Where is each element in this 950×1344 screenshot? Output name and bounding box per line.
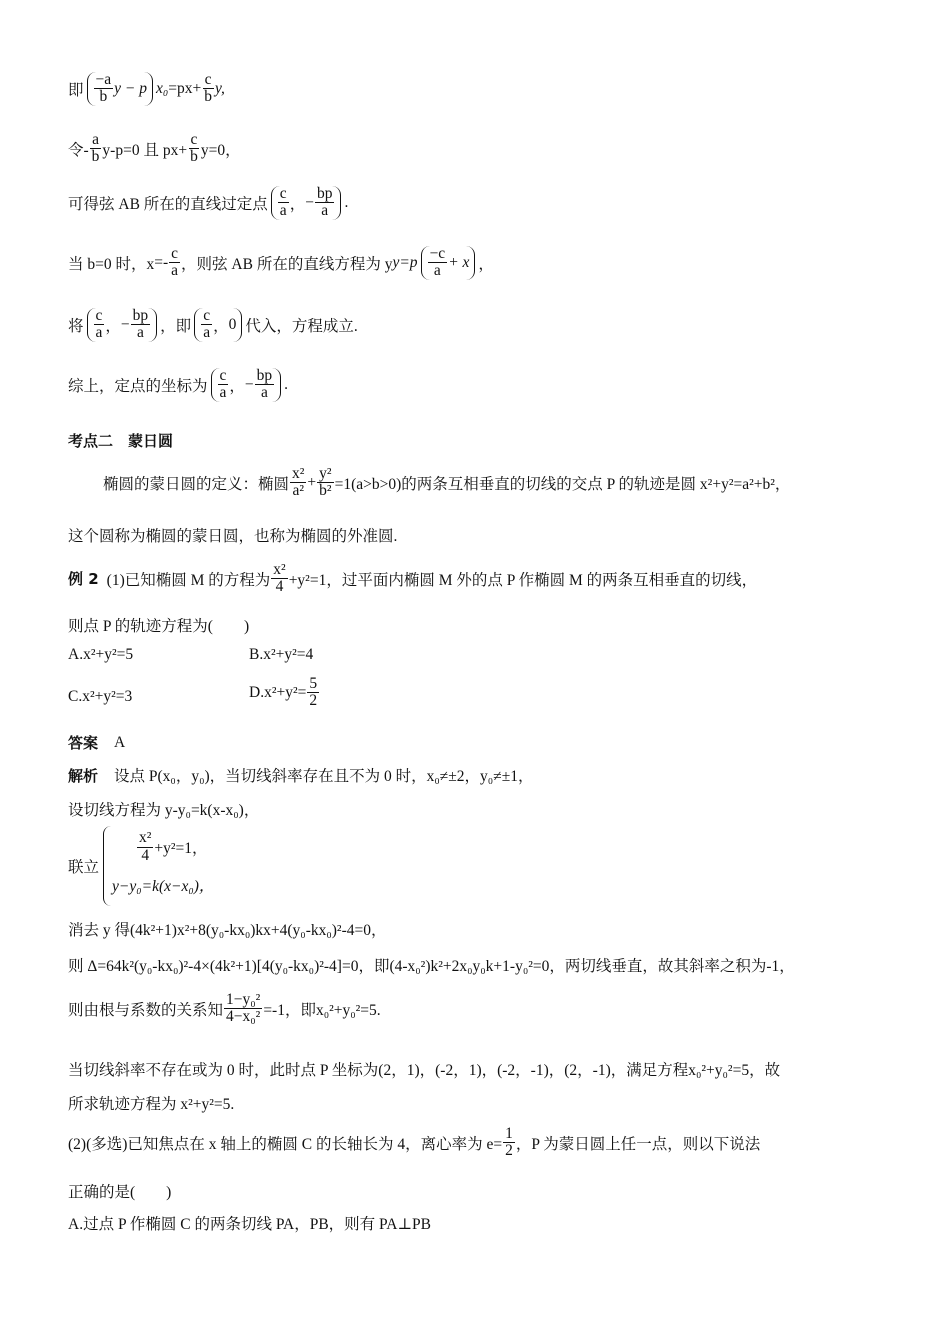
frac-num: y² — [319, 465, 332, 482]
fraction — [307, 676, 319, 710]
fraction — [255, 368, 275, 402]
fraction — [169, 246, 180, 280]
eq-line-5 — [68, 308, 358, 342]
frac-den: a — [203, 324, 211, 342]
fraction — [90, 132, 102, 166]
equation-system — [68, 826, 214, 906]
nonexist-line-2: 所求轨迹方程为 x²+y²=5. — [68, 1096, 235, 1113]
fraction — [428, 246, 448, 280]
question-2-option-a: A.过点 P 作椭圆 C 的两条切线 PA，PB，则有 PA⊥PB — [68, 1216, 431, 1233]
text: D.x²+y²= — [249, 683, 307, 701]
frac-num: a — [92, 131, 99, 148]
text: − — [244, 375, 254, 393]
eq-line-2 — [68, 132, 241, 166]
question-2-line-2: 正确的是( ) — [68, 1184, 172, 1201]
frac-den: a — [171, 262, 179, 280]
fraction — [188, 132, 200, 166]
example-line-1 — [68, 562, 757, 596]
text: =-1，即x₀²+y₀²=5. — [263, 1001, 381, 1019]
frac-num: x² — [139, 829, 152, 847]
text: y − p — [114, 79, 147, 97]
text: ， — [105, 317, 121, 335]
frac-den: a — [95, 324, 103, 342]
frac-num: c — [190, 131, 198, 148]
fraction — [278, 186, 289, 220]
system-eq-2 — [112, 866, 214, 904]
text: =- — [154, 253, 169, 271]
example-label: 例 2 — [68, 570, 99, 589]
answer-label: 答案 — [68, 734, 99, 752]
eliminate-line: 消去 y 得(4k²+1)x²+8(y₀-kx₀)kx+4(y₀-kx₀)²-4=0， — [68, 922, 387, 939]
text: y-p=0 且 px+ — [102, 141, 188, 159]
eq-line-1 — [68, 72, 225, 106]
text: . — [344, 193, 349, 211]
text: =px+ — [168, 79, 202, 97]
option-a: A.x²+y²=5 — [68, 646, 134, 663]
frac-num: 1−y₀² — [226, 991, 261, 1008]
answer-line — [68, 732, 125, 753]
frac-den: 4 — [275, 578, 284, 596]
text: ，P 为蒙日圆上任一点，则以下说法 — [515, 1135, 761, 1153]
analysis-line-2: 设切线方程为 y-y₀=k(x-x₀)， — [68, 802, 260, 819]
frac-den: 4−x₀² — [226, 1008, 261, 1026]
nonexist-line-1: 当切线斜率不存在或为 0 时，此时点 P 坐标为(2，1)，(-2，1)，(-2，-1)，(2，-1)，满足方程x₀²+y₀²=5，故 — [68, 1062, 781, 1079]
frac-num: c — [219, 367, 227, 384]
frac-num: c — [203, 307, 211, 324]
frac-den: b² — [319, 482, 332, 500]
fraction — [271, 562, 287, 596]
frac-num: 5 — [309, 675, 318, 692]
frac-den: a — [260, 384, 268, 402]
frac-num: −c — [429, 245, 446, 262]
frac-den: 2 — [309, 692, 318, 710]
eq-line-4 — [68, 246, 494, 280]
frac-den: b — [91, 148, 100, 166]
text: 则由根与系数的关系知 — [68, 1001, 224, 1019]
fraction — [315, 186, 335, 220]
frac-den: b — [204, 88, 212, 106]
section-title: 考点二 蒙日圆 — [68, 432, 174, 450]
frac-den: a² — [292, 482, 304, 500]
frac-num: bp — [132, 307, 149, 324]
frac-den: a — [321, 202, 329, 220]
frac-num: c — [279, 185, 287, 202]
definition-line-2: 这个圆称为椭圆的蒙日圆，也称为椭圆的外准圆. — [68, 528, 398, 545]
text: . — [284, 375, 289, 393]
text: +y²=1， — [154, 840, 208, 857]
frac-den: a — [219, 384, 227, 402]
text: ，则弦 AB 所在的直线方程为 y — [181, 255, 393, 273]
text: 可得弦 AB 所在的直线过定点 — [68, 195, 268, 213]
text: + x — [448, 253, 470, 271]
text: ，即 — [160, 317, 192, 335]
text: y=0， — [200, 141, 241, 159]
frac-num: bp — [256, 367, 273, 384]
text: 将 — [68, 317, 84, 335]
frac-den: 2 — [505, 1142, 513, 1160]
text: 设点 P(x₀，y₀)，当切线斜率存在且不为 0 时，x₀≠±2，y₀≠±1， — [114, 768, 534, 785]
fraction — [202, 72, 214, 106]
text: 联立 — [68, 859, 100, 876]
fraction — [224, 992, 262, 1026]
fraction — [137, 830, 153, 864]
fraction — [201, 308, 212, 342]
text: 综上，定点的坐标为 — [68, 377, 208, 395]
example-line-2: 则点 P 的轨迹方程为( ) — [68, 618, 250, 635]
text: =1(a>b>0)的两条互相垂直的切线的交点 P 的轨迹是圆 x²+y²=a²+b²， — [334, 475, 791, 493]
frac-num: −a — [95, 71, 112, 88]
question-2-line-1 — [68, 1126, 760, 1160]
text: − — [120, 315, 130, 333]
frac-den: a — [279, 202, 287, 220]
frac-den: b — [99, 88, 108, 106]
frac-num: c — [171, 245, 179, 262]
text: y=p — [392, 253, 418, 271]
frac-num: c — [95, 307, 103, 324]
fraction — [94, 308, 105, 342]
fraction — [218, 368, 229, 402]
text: 0 — [228, 315, 237, 333]
paren-group — [87, 308, 158, 342]
frac-num: x² — [292, 465, 305, 482]
fraction — [94, 72, 114, 106]
eq-line-6 — [68, 368, 288, 402]
paren-group — [194, 308, 242, 342]
answer-value: A — [114, 733, 126, 751]
text: 即 — [68, 81, 84, 99]
frac-num: 1 — [505, 1125, 513, 1142]
text: ， — [229, 377, 245, 395]
text: 当 b=0 时，x — [68, 255, 155, 273]
option-d — [249, 676, 320, 710]
brace-system — [103, 826, 214, 906]
analysis-label: 解析 — [68, 766, 99, 785]
text: (1)已知椭圆 M 的方程为 — [106, 571, 271, 589]
frac-den: b — [190, 148, 198, 166]
text: +y²=1，过平面内椭圆 M 外的点 P 作椭圆 M 的两条互相垂直的切线， — [288, 571, 758, 589]
option-b: B.x²+y²=4 — [249, 646, 314, 663]
frac-num: bp — [316, 185, 333, 202]
frac-den: a — [136, 324, 144, 342]
analysis-line-1 — [68, 764, 533, 786]
frac-den: 4 — [141, 846, 150, 864]
system-eq-1 — [112, 828, 214, 866]
text: 令- — [68, 141, 89, 159]
definition-line-1: 椭圆的蒙日圆的定义：椭圆 $\frac{\text{x²}}{\text{a²}}$ + $\frac{\text{y²}}{\text{b²}}$ =1(a>b>0)的两条互相垂直的切线的交点 P 的轨迹是圆 x²+y²=a²+b²， — [103, 465, 791, 500]
paren-group — [211, 368, 282, 402]
fraction — [131, 308, 151, 342]
text: 代入，方程成立. — [245, 317, 358, 335]
eq-line-3 — [68, 186, 348, 220]
frac-num: c — [204, 71, 212, 88]
text: (2)(多选)已知焦点在 x 轴上的椭圆 C 的长轴长为 4，离心率为 e= — [68, 1135, 503, 1153]
text: − — [305, 193, 314, 211]
delta-line: 则 Δ=64k²(y₀-kx₀)²-4×(4k²+1)[4(y₀-kx₀)²-4]=0，即(4-x₀²)k²+2x₀y₀k+1-y₀²=0，两切线垂直，故其斜率之积为-1， — [68, 958, 795, 975]
paren-group — [87, 72, 153, 106]
option-c: C.x²+y²=3 — [68, 688, 133, 705]
text: y−y₀=k(x−x₀)， — [112, 878, 215, 895]
fraction — [317, 466, 333, 500]
frac-den: a — [433, 262, 441, 280]
text: ， — [213, 317, 229, 335]
text: 椭圆的蒙日圆的定义：椭圆 — [103, 475, 290, 493]
text: ， — [289, 195, 306, 213]
text: ， — [478, 255, 494, 273]
vieta-line — [68, 992, 381, 1026]
text: x₀ — [155, 79, 169, 97]
text: y, — [215, 79, 225, 97]
paren-group — [421, 246, 476, 280]
fraction — [503, 1126, 515, 1160]
fraction — [290, 466, 306, 500]
frac-num: x² — [273, 561, 286, 578]
paren-group — [271, 186, 342, 220]
